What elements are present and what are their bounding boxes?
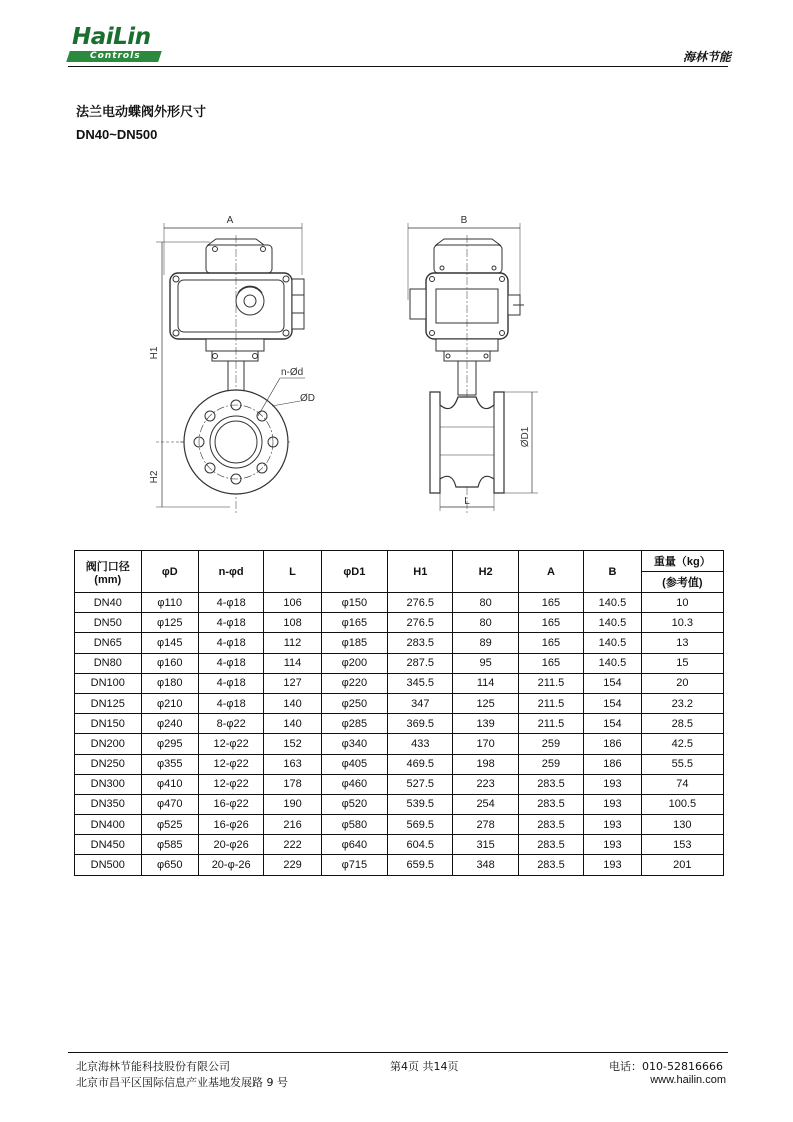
table-cell: 469.5 [388, 754, 453, 774]
table-cell: DN40 [75, 593, 142, 613]
table-cell: φ165 [321, 613, 387, 633]
table-cell: 20 [641, 673, 723, 693]
table-cell: 165 [518, 593, 583, 613]
col-header-size [75, 551, 142, 593]
table-cell: DN250 [75, 754, 142, 774]
table-cell: 4-φ18 [199, 653, 264, 673]
table-cell: φ160 [141, 653, 199, 673]
front-view [149, 215, 315, 515]
table-cell: φ200 [321, 653, 387, 673]
table-cell: 369.5 [388, 714, 453, 734]
table-cell: φ240 [141, 714, 199, 734]
table-cell: φ220 [321, 673, 387, 693]
table-cell: DN300 [75, 774, 142, 794]
table-cell: 276.5 [388, 593, 453, 613]
table-cell: DN400 [75, 815, 142, 835]
table-cell: 604.5 [388, 835, 453, 855]
table-cell: φ180 [141, 673, 199, 693]
footer-website[interactable]: www.hailin.com [650, 1074, 726, 1086]
table-row [75, 673, 724, 693]
table-cell: φ145 [141, 633, 199, 653]
table-cell: 16-φ26 [199, 815, 264, 835]
table-cell: φ525 [141, 815, 199, 835]
table-row [75, 855, 724, 875]
dim-h2-label: H2 [149, 470, 160, 484]
table-cell: 153 [641, 835, 723, 855]
hailin-logo [68, 24, 168, 64]
table-cell: 163 [264, 754, 321, 774]
table-row [75, 613, 724, 633]
table-cell: DN125 [75, 693, 142, 713]
table-cell: 193 [584, 855, 642, 875]
table-cell: 140.5 [584, 613, 642, 633]
valve-dimension-drawing [140, 205, 560, 525]
table-cell: φ185 [321, 633, 387, 653]
table-cell: 8-φ22 [199, 714, 264, 734]
table-cell: 154 [584, 673, 642, 693]
footer-page-number: 第4页 共14页 [390, 1060, 459, 1073]
dim-d-label: ØD [300, 393, 315, 404]
table-cell: 165 [518, 653, 583, 673]
table-row [75, 593, 724, 613]
table-cell: 569.5 [388, 815, 453, 835]
table-cell: 347 [388, 693, 453, 713]
col-header-l: L [264, 551, 321, 593]
table-cell: 74 [641, 774, 723, 794]
table-cell: 140 [264, 693, 321, 713]
table-cell: 193 [584, 815, 642, 835]
table-cell: 287.5 [388, 653, 453, 673]
dimension-table [74, 550, 724, 876]
table-cell: 211.5 [518, 693, 583, 713]
table-cell: 276.5 [388, 613, 453, 633]
col-header-h1: H1 [388, 551, 453, 593]
table-cell: 140 [264, 714, 321, 734]
logo-sub-text: Controls [90, 51, 141, 61]
table-cell: φ715 [321, 855, 387, 875]
table-cell: φ520 [321, 794, 387, 814]
table-cell: φ150 [321, 593, 387, 613]
col-header-h2: H2 [453, 551, 518, 593]
table-cell: 15 [641, 653, 723, 673]
col-header-nd: n-φd [199, 551, 264, 593]
dim-nd-label: n-Ød [281, 367, 304, 378]
table-cell: 229 [264, 855, 321, 875]
table-cell: φ585 [141, 835, 199, 855]
table-cell: 283.5 [388, 633, 453, 653]
table-cell: 170 [453, 734, 518, 754]
table-cell: DN65 [75, 633, 142, 653]
table-cell: 165 [518, 633, 583, 653]
table-cell: 80 [453, 613, 518, 633]
table-cell: φ285 [321, 714, 387, 734]
table-cell: 114 [264, 653, 321, 673]
table-cell: 114 [453, 673, 518, 693]
table-cell: DN80 [75, 653, 142, 673]
col-header-d: φD [141, 551, 199, 593]
table-row [75, 794, 724, 814]
table-cell: 140.5 [584, 593, 642, 613]
table-cell: 527.5 [388, 774, 453, 794]
dim-a-label: A [226, 215, 234, 226]
table-cell: 112 [264, 633, 321, 653]
table-cell: 348 [453, 855, 518, 875]
table-cell: 12-φ22 [199, 734, 264, 754]
dim-d1-label: ØD1 [520, 426, 531, 448]
table-cell: DN50 [75, 613, 142, 633]
table-cell: 125 [453, 693, 518, 713]
table-row [75, 835, 724, 855]
table-cell: 95 [453, 653, 518, 673]
table-cell: 4-φ18 [199, 633, 264, 653]
col-header-a: A [518, 551, 583, 593]
table-row [75, 815, 724, 835]
table-cell: 127 [264, 673, 321, 693]
table-cell: 211.5 [518, 673, 583, 693]
table-cell: 28.5 [641, 714, 723, 734]
table-cell: 193 [584, 794, 642, 814]
table-cell: φ470 [141, 794, 199, 814]
logo-main-text: HaiLin [72, 24, 151, 50]
col-header-size-line1: 阀门口径 [85, 560, 130, 573]
table-cell: 659.5 [388, 855, 453, 875]
table-cell: 139 [453, 714, 518, 734]
side-view [408, 215, 538, 515]
table-row [75, 693, 724, 713]
table-cell: 278 [453, 815, 518, 835]
table-cell: 4-φ18 [199, 673, 264, 693]
table-cell: DN200 [75, 734, 142, 754]
table-cell: φ460 [321, 774, 387, 794]
table-cell: 186 [584, 754, 642, 774]
table-cell: 283.5 [518, 794, 583, 814]
col-header-d1: φD1 [321, 551, 387, 593]
table-cell: φ250 [321, 693, 387, 713]
table-cell: 12-φ22 [199, 754, 264, 774]
table-row [75, 734, 724, 754]
table-cell: 211.5 [518, 714, 583, 734]
table-cell: 223 [453, 774, 518, 794]
table-cell: 186 [584, 734, 642, 754]
table-row [75, 754, 724, 774]
table-cell: 165 [518, 613, 583, 633]
table-cell: 345.5 [388, 673, 453, 693]
table-cell: 315 [453, 835, 518, 855]
table-cell: 55.5 [641, 754, 723, 774]
table-cell: DN150 [75, 714, 142, 734]
table-cell: 283.5 [518, 774, 583, 794]
table-cell: 108 [264, 613, 321, 633]
brand-name: 海林节能 [682, 50, 731, 64]
col-header-b: B [584, 551, 642, 593]
table-cell: 283.5 [518, 815, 583, 835]
table-row [75, 714, 724, 734]
table-cell: 100.5 [641, 794, 723, 814]
table-cell: 433 [388, 734, 453, 754]
page-subtitle: DN40~DN500 [76, 127, 158, 142]
table-cell: 152 [264, 734, 321, 754]
table-cell: 216 [264, 815, 321, 835]
col-header-weight-note: (参考值) [641, 572, 723, 593]
table-cell: φ405 [321, 754, 387, 774]
table-cell: φ640 [321, 835, 387, 855]
table-cell: 106 [264, 593, 321, 613]
footer-divider [68, 1052, 728, 1053]
table-cell: 89 [453, 633, 518, 653]
footer-phone: 电话：010-52816666 [609, 1060, 723, 1073]
table-cell: φ410 [141, 774, 199, 794]
table-cell: 259 [518, 754, 583, 774]
page-title: 法兰电动蝶阀外形尺寸 [76, 105, 207, 120]
table-cell: 4-φ18 [199, 693, 264, 713]
table-cell: 10.3 [641, 613, 723, 633]
table-cell: 16-φ22 [199, 794, 264, 814]
table-row [75, 633, 724, 653]
table-cell: 190 [264, 794, 321, 814]
table-cell: φ650 [141, 855, 199, 875]
table-cell: φ210 [141, 693, 199, 713]
header-divider [68, 66, 728, 67]
table-cell: DN100 [75, 673, 142, 693]
table-cell: 201 [641, 855, 723, 875]
table-cell: 178 [264, 774, 321, 794]
table-cell: φ340 [321, 734, 387, 754]
table-row [75, 774, 724, 794]
table-cell: 4-φ18 [199, 613, 264, 633]
dim-b-label: B [460, 215, 468, 226]
table-cell: φ295 [141, 734, 199, 754]
table-cell: 193 [584, 835, 642, 855]
table-cell: 80 [453, 593, 518, 613]
table-cell: φ355 [141, 754, 199, 774]
table-cell: 198 [453, 754, 518, 774]
table-cell: 283.5 [518, 855, 583, 875]
table-cell: DN500 [75, 855, 142, 875]
table-cell: 23.2 [641, 693, 723, 713]
footer-company: 北京海林节能科技股份有限公司 [76, 1060, 230, 1073]
table-cell: φ580 [321, 815, 387, 835]
table-cell: DN350 [75, 794, 142, 814]
col-header-weight: 重量（kg） [641, 551, 723, 572]
footer-address: 北京市昌平区国际信息产业基地发展路 9 号 [76, 1076, 288, 1089]
table-cell: 222 [264, 835, 321, 855]
table-header-row [75, 551, 724, 572]
table-cell: 154 [584, 714, 642, 734]
table-cell: 140.5 [584, 633, 642, 653]
col-header-size-line2: (mm) [94, 573, 122, 586]
table-cell: 4-φ18 [199, 593, 264, 613]
table-cell: 254 [453, 794, 518, 814]
table-cell: 140.5 [584, 653, 642, 673]
table-cell: 130 [641, 815, 723, 835]
table-cell: 42.5 [641, 734, 723, 754]
table-cell: φ125 [141, 613, 199, 633]
table-cell: 193 [584, 774, 642, 794]
table-cell: 259 [518, 734, 583, 754]
table-cell: 10 [641, 593, 723, 613]
table-body [75, 593, 724, 876]
table-cell: DN450 [75, 835, 142, 855]
table-cell: φ110 [141, 593, 199, 613]
dim-h1-label: H1 [149, 346, 160, 360]
table-cell: 154 [584, 693, 642, 713]
table-cell: 13 [641, 633, 723, 653]
table-cell: 20-φ26 [199, 835, 264, 855]
table-cell: 539.5 [388, 794, 453, 814]
table-row [75, 653, 724, 673]
dim-l-label: L [464, 496, 470, 507]
table-cell: 12-φ22 [199, 774, 264, 794]
table-cell: 283.5 [518, 835, 583, 855]
table-cell: 20-φ-26 [199, 855, 264, 875]
